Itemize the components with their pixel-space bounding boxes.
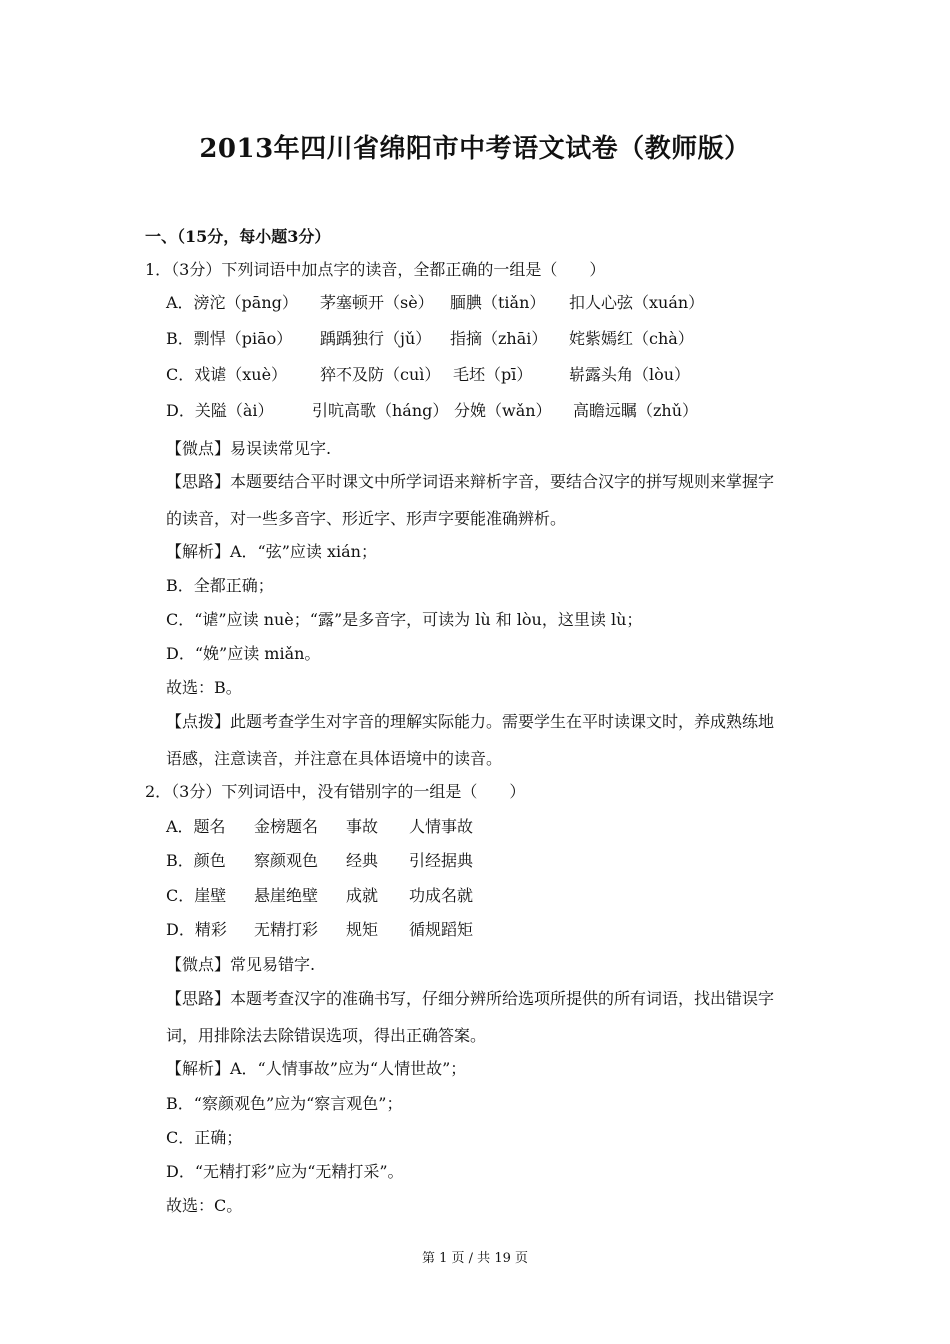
q1-option-c-4: 崭露头角（lòu）: [569, 365, 691, 384]
q2-option-a: [166, 816, 566, 838]
q1-jiexi: 【解析】A．“弦”应读 xián；: [166, 542, 377, 561]
q1-option-d-2: 引吭高歌（háng）: [312, 401, 449, 420]
q2-option-d-2: 无精打彩: [254, 920, 319, 939]
q1-weidian: 【微点】易误读常见字.: [166, 439, 332, 458]
q2-option-c-1: C．崖壁: [166, 886, 227, 905]
q1-option-c-3: 毛坯（pī）: [453, 365, 533, 384]
q2-jiexi-d: D．“无精打彩”应为“无精打采”。: [166, 1162, 404, 1181]
q2-option-a-1: A．题名: [166, 817, 226, 836]
q2-weidian: 【微点】常见易错字.: [166, 955, 316, 974]
section-heading: 一、（15分，每小题3分）: [145, 227, 331, 246]
q2-option-a-3: 事故: [346, 817, 379, 836]
q2-option-d: [166, 919, 566, 941]
question-1-stem: 1．（3分）下列词语中加点字的读音，全都正确的一组是（ ）: [145, 260, 606, 279]
q2-option-b-4: 引经据典: [409, 851, 474, 870]
q2-option-c-4: 功成名就: [409, 886, 474, 905]
q1-option-c-1: C．戏谑（xuè）: [166, 365, 288, 384]
q2-option-d-4: 循规蹈矩: [409, 920, 474, 939]
q2-jiexi-c: C．正确；: [166, 1128, 243, 1147]
document-title: 2013年四川省绵阳市中考语文试卷（教师版）: [199, 134, 751, 164]
q2-option-d-1: D．精彩: [166, 920, 227, 939]
q1-answer: 故选：B。: [166, 678, 242, 697]
question-2-stem: 2．（3分）下列词语中，没有错别字的一组是（ ）: [145, 782, 526, 801]
q1-dianbo-line-1: 【点拨】此题考查学生对字音的理解实际能力。需要学生在平时读课文时，养成熟练地: [166, 712, 775, 731]
q2-jiexi-b: B．“察颜观色”应为“察言观色”；: [166, 1094, 403, 1113]
q2-option-c: [166, 885, 566, 907]
q1-option-d-3: 分娩（wǎn）: [454, 401, 552, 420]
q2-option-a-4: 人情事故: [409, 817, 474, 836]
q1-option-b-1: B．剽悍（piāo）: [166, 329, 293, 348]
q1-jiexi-d: D．“娩”应读 miǎn。: [166, 644, 321, 663]
q1-silu-line-2: 的读音，对一些多音字、形近字、形声字要能准确辨析。: [166, 509, 567, 528]
q1-option-a: [166, 292, 866, 314]
q1-silu-line-1: 【思路】本题要结合平时课文中所学词语来辩析字音，要结合汉字的拼写规则来掌握字: [166, 472, 775, 491]
q1-option-b-4: 姹紫嫣红（chà）: [569, 329, 694, 348]
q2-silu-line-2: 词，用排除法去除错误选项，得出正确答案。: [166, 1026, 487, 1045]
q2-option-b-3: 经典: [346, 851, 379, 870]
q1-option-c-2: 猝不及防（cuì）: [320, 365, 441, 384]
q1-option-d: [166, 400, 866, 422]
q2-option-d-3: 规矩: [346, 920, 379, 939]
q1-jiexi-c: C．“谑”应读 nuè；“露”是多音字，可读为 lù 和 lòu，这里读 lù；: [166, 610, 643, 629]
q1-option-b-3: 指摘（zhāi）: [450, 329, 548, 348]
q2-option-b: [166, 850, 566, 872]
q2-option-c-3: 成就: [346, 886, 379, 905]
q1-option-a-3: 腼腆（tiǎn）: [450, 293, 546, 312]
page-footer: 第 1 页 / 共 19 页: [422, 1251, 528, 1266]
q2-option-b-1: B．颜色: [166, 851, 226, 870]
q1-option-b-2: 踽踽独行（jǔ）: [320, 329, 432, 348]
q2-option-b-2: 察颜观色: [254, 851, 319, 870]
q1-option-d-1: D．关隘（ài）: [166, 401, 274, 420]
q2-silu-line-1: 【思路】本题考查汉字的准确书写，仔细分辨所给选项所提供的所有词语，找出错误字: [166, 989, 775, 1008]
q2-jiexi: 【解析】A．“人情事故”应为“人情世故”；: [166, 1059, 467, 1078]
q1-option-d-4: 高瞻远瞩（zhǔ）: [573, 401, 699, 420]
q2-option-c-2: 悬崖绝壁: [254, 886, 319, 905]
q1-dianbo-line-2: 语感，注意读音，并注意在具体语境中的读音。: [166, 749, 503, 768]
q1-option-a-4: 扣人心弦（xuán）: [569, 293, 705, 312]
q1-option-a-2: 茅塞顿开（sè）: [320, 293, 434, 312]
q1-option-a-1: A．滂沱（pāng）: [166, 293, 298, 312]
q1-option-c: [166, 364, 866, 386]
q1-jiexi-b: B．全都正确；: [166, 576, 274, 595]
q2-option-a-2: 金榜题名: [254, 817, 319, 836]
q2-answer: 故选：C。: [166, 1196, 243, 1215]
q1-option-b: [166, 328, 866, 350]
